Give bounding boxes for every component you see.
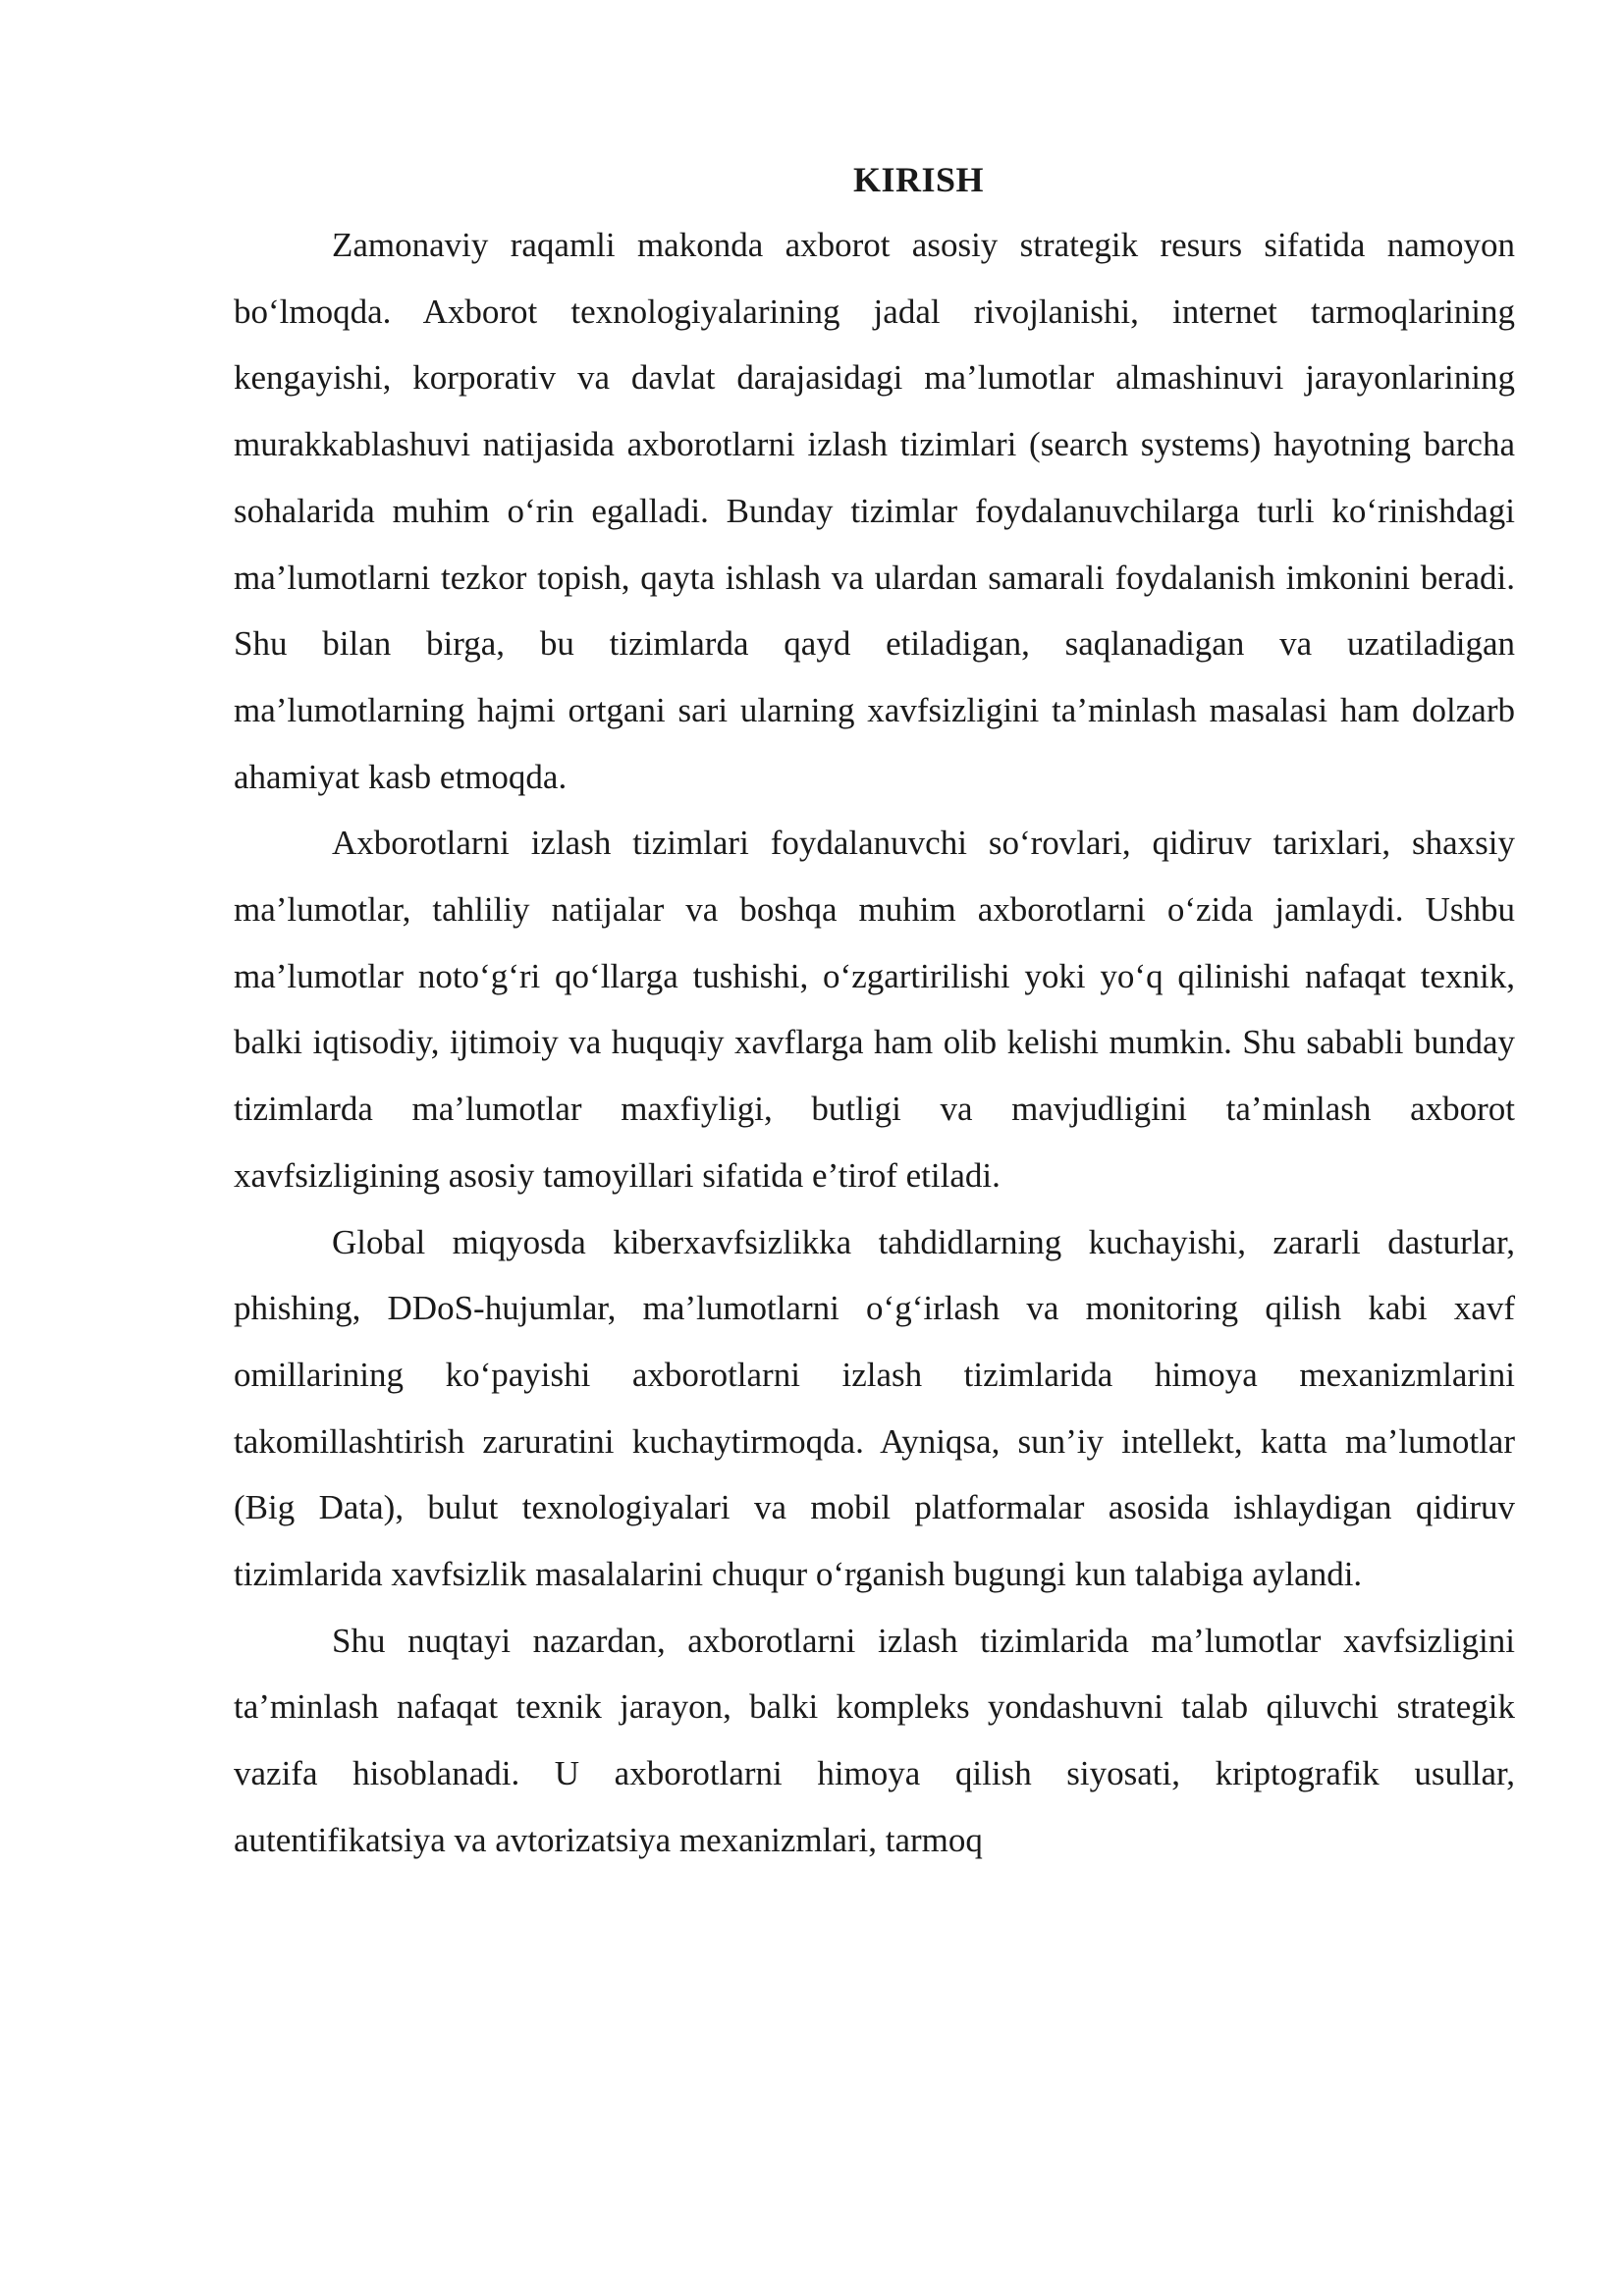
paragraph-3: Global miqyosda kiberxavfsizlikka tahdidlarning kuchayishi, zararli dasturlar, phishing, DDoS-hujumlar, ma’lumotlarni o‘g‘irlash va monitoring qilish kabi xavf omillarining ko‘payishi axborotlarni izlash tizimlarida himoya mexanizmlarini takomillashtirish zaruratini kuchaytirmoqda. Ayniqsa, sun’iy intellekt, katta ma’lumotlar (Big Data), bulut texnologiyalari va mobil platformalar asosida ishlaydigan qidiruv tizimlarida xavfsizlik masalalarini chuqur o‘rganish bugungi kun talabiga aylandi. [234,1222,1515,1594]
paragraph-1: Zamonaviy raqamli makonda axborot asosiy strategik resurs sifatida namoyon bo‘lmoqda. Axborot texnologiyalarining jadal rivojlanishi, internet tarmoqlarining kengayishi, korporativ va davlat darajasidagi ma’lumotlar almashinuvi jarayonlarining murakkablashuvi natijasida axborotlarni izlash tizimlari (search systems) hayotning barcha sohalarida muhim o‘rin egalladi. Bunday tizimlar foydalanuvchilarga turli ko‘rinishdagi ma’lumotlarni tezkor topish, qayta ishlash va ulardan samarali foydalanish imkonini beradi. Shu bilan birga, bu tizimlarda qayd etiladigan, saqlanadigan va uzatiladigan ma’lumotlarning hajmi ortgani sari ularning xavfsizligini ta’minlash masalasi ham dolzarb ahamiyat kasb etmoqda. [234,226,1515,796]
paragraph-2: Axborotlarni izlash tizimlari foydalanuvchi so‘rovlari, qidiruv tarixlari, shaxsiy ma’lumotlar, tahliliy natijalar va boshqa muhim axborotlarni o‘zida jamlaydi. Ushbu ma’lumotlar noto‘g‘ri qo‘llarga tushishi, o‘zgartirilishi yoki yo‘q qilinishi nafaqat texnik, balki iqtisodiy, ijtimoiy va huquqiy xavflarga ham olib kelishi mumkin. Shu sababli bunday tizimlarda ma’lumotlar maxfiyligi, butligi va mavjudligini ta’minlash axborot xavfsizligining asosiy tamoyillari sifatida e’tirof etiladi. [234,824,1515,1195]
section-heading: KIRISH [852,160,985,199]
paragraph-4: Shu nuqtayi nazardan, axborotlarni izlash tizimlarida ma’lumotlar xavfsizligini ta’minlash nafaqat texnik jarayon, balki kompleks yondashuvni talab qiluvchi strategik vazifa hisoblanadi. U axborotlarni himoya qilish siyosati, kriptografik usullar, autentifikatsiya va avtorizatsiya mexanizmlari, tarmoq [234,1621,1515,1859]
document-body [234,147,1515,1874]
